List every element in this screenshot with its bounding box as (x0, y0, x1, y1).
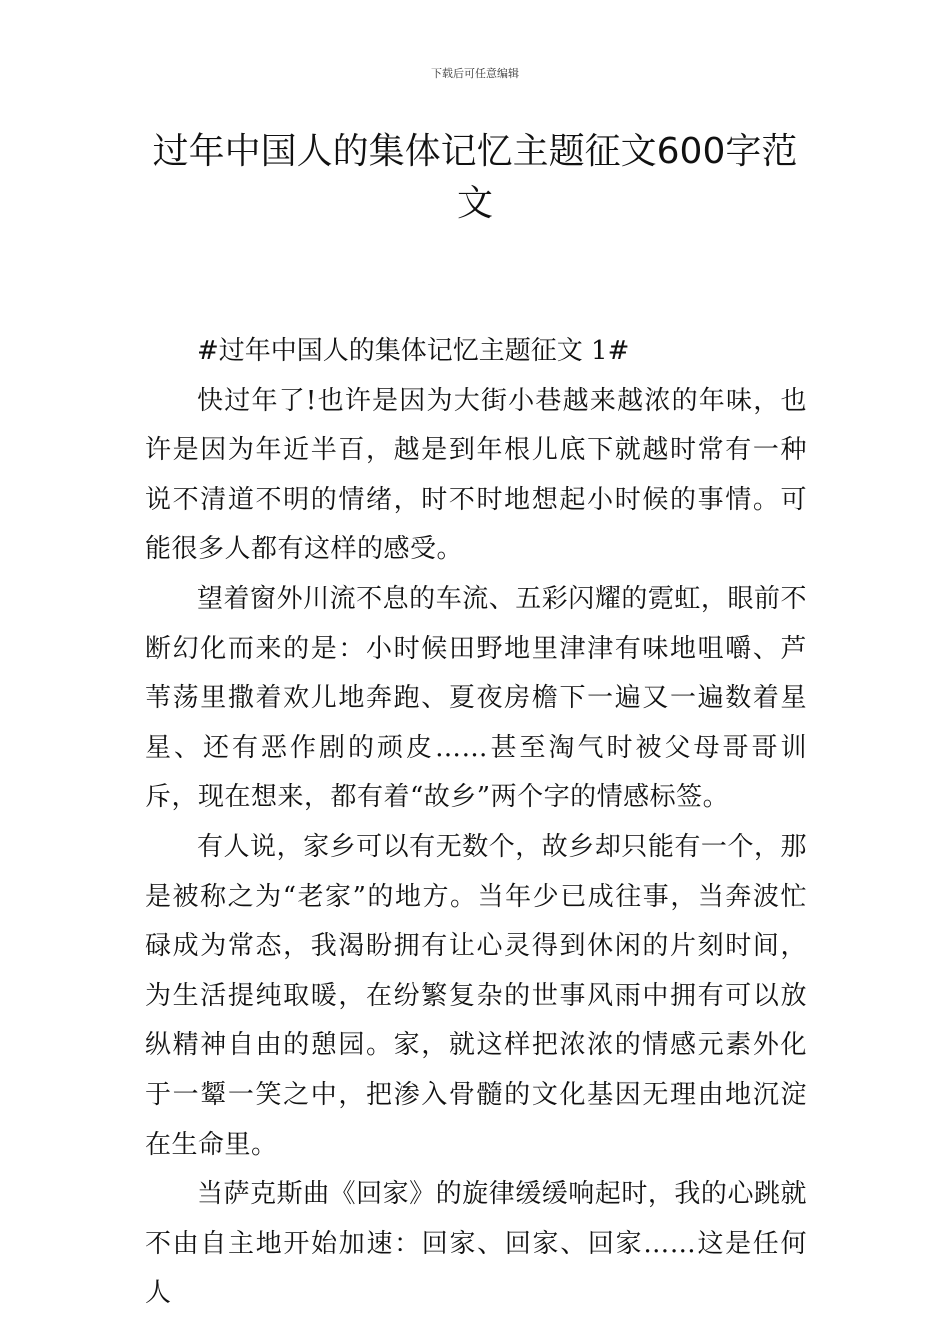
body-paragraph-4: 当萨克斯曲《回家》的旋律缓缓响起时，我的心跳就不由自主地开始加速：回家、回家、回家……这是任何人 (145, 1179, 807, 1309)
section-heading: #过年中国人的集体记忆主题征文 1# (197, 336, 630, 366)
header-note: 下载后可任意编辑 (431, 67, 519, 80)
document-body (145, 327, 807, 1319)
body-paragraph-2: 望着窗外川流不息的车流、五彩闪耀的霓虹，眼前不断幻化而来的是：小时候田野地里津津有味地咀嚼、芦苇荡里撒着欢儿地奔跑、夏夜房檐下一遍又一遍数着星星、还有恶作剧的顽皮……甚至淘气时被父母哥哥训斥，现在想来，都有着“故乡”两个字的情感标签。 (145, 583, 807, 813)
body-paragraph-3: 有人说，家乡可以有无数个，故乡却只能有一个，那是被称之为“老家”的地方。当年少已成往事，当奔波忙碌成为常态，我渴盼拥有让心灵得到休闲的片刻时间，为生活提纯取暖，在纷繁复杂的世事风雨中拥有可以放纵精神自由的憩园。家，就这样把浓浓的情感元素外化于一颦一笑之中，把渗入骨髓的文化基因无理由地沉淀在生命里。 (145, 831, 807, 1160)
document-title: 过年中国人的集体记忆主题征文600字范文 (152, 131, 798, 224)
body-paragraph-1: 快过年了!也许是因为大街小巷越来越浓的年味，也许是因为年近半百，越是到年根儿底下就越时常有一种说不清道不明的情绪，时不时地想起小时候的事情。可能很多人都有这样的感受。 (145, 385, 807, 565)
